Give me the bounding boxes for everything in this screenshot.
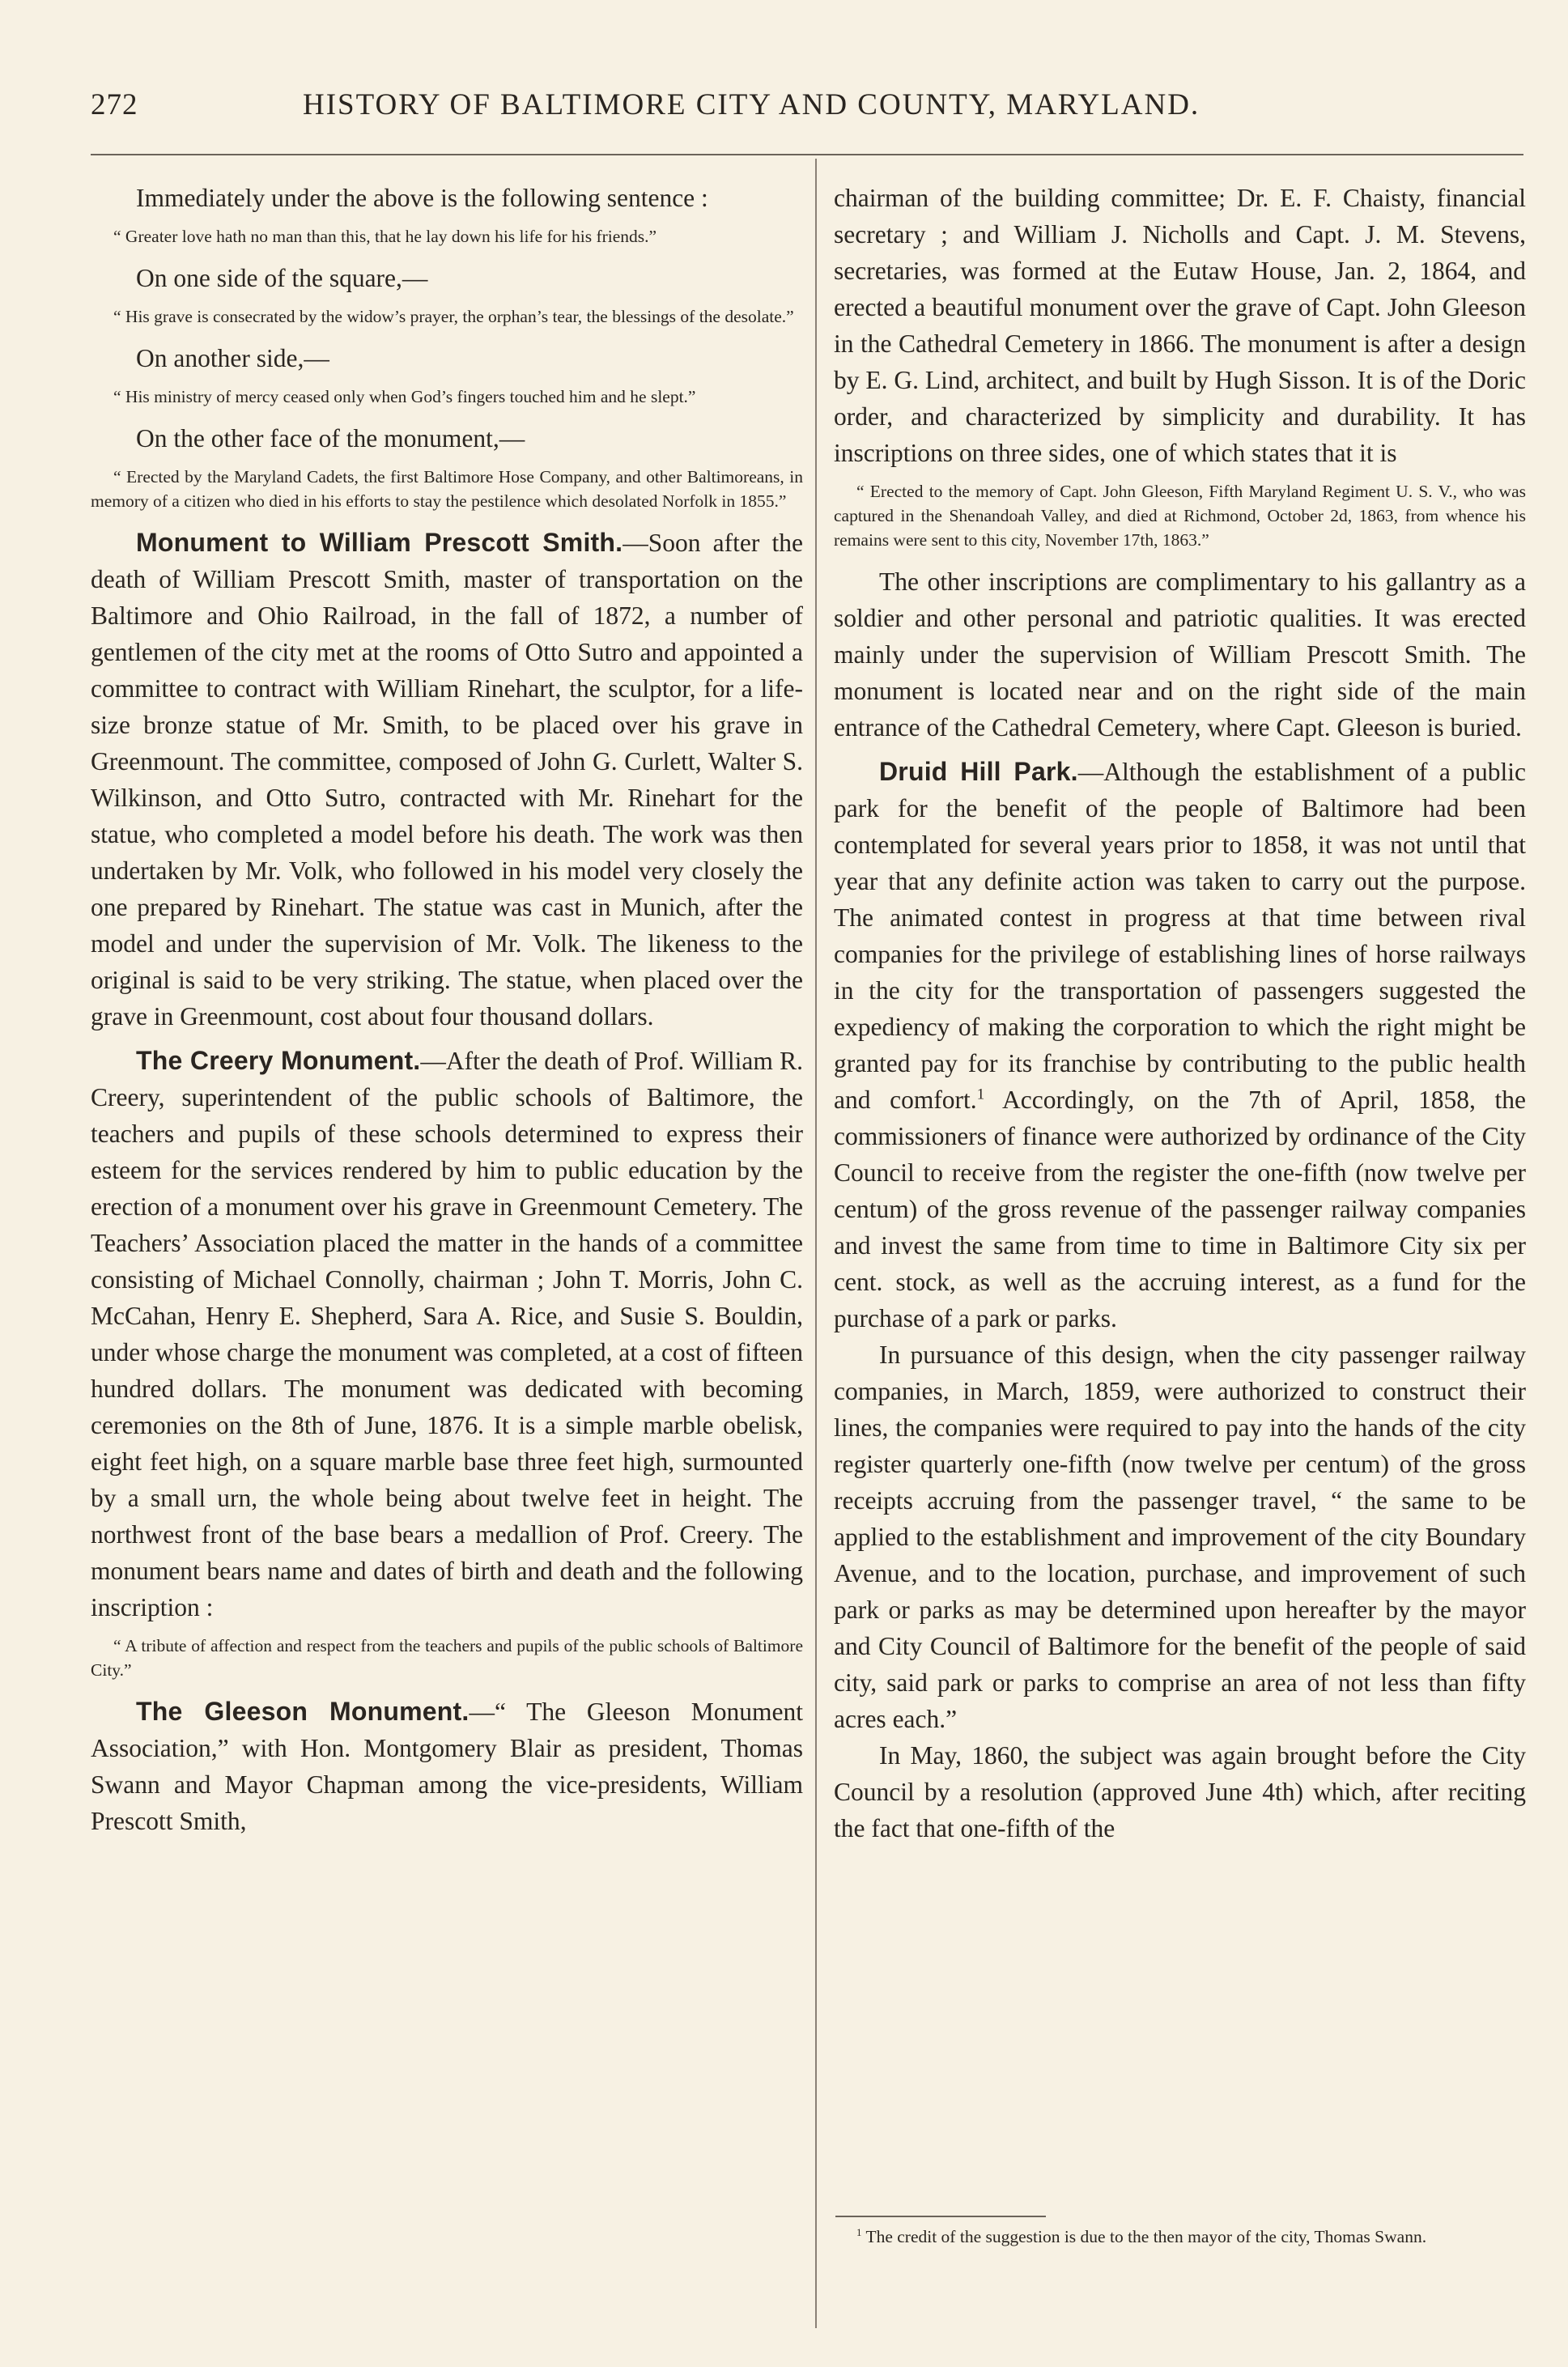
side-caption: On another side,— — [136, 344, 329, 372]
running-title: HISTORY OF BALTIMORE CITY AND COUNTY, MARYLAND. — [303, 88, 1200, 121]
left-column — [91, 180, 803, 1839]
smith-section — [91, 525, 803, 1035]
footnote-marker: 1 — [856, 2226, 862, 2238]
section-heading: Monument to William Prescott Smith. — [136, 528, 623, 557]
page-number: 272 — [91, 88, 138, 121]
footnote-reference[interactable]: 1 — [976, 1086, 985, 1103]
gleeson-section — [91, 1693, 803, 1839]
section-text: Accordingly, on the 7th of April, 1858, the commissioners of finance were authorized by ordinance of the City Council to receive from the register the one-fifth (now twelve per centum) of the gross revenue of the passenger railway companies and invest the same from time to time in Baltimore City six per cent. stock, as well as the accruing interest, as a fund for the purchase of a park or parks. — [834, 1086, 1526, 1332]
inscription-quote: “ His grave is consecrated by the widow’s prayer, the orphan’s tear, the blessings of the desolate.” — [113, 307, 794, 326]
footnote-text: The credit of the suggestion is due to the then mayor of the city, Thomas Swann. — [861, 2227, 1427, 2246]
druid-hill-section — [834, 754, 1526, 1336]
section-text: —“ The Gleeson Monument Association,” with Hon. Montgomery Blair as president, Thomas Swann and Mayor Chapman among the vice-presidents, William Prescott Smith, — [91, 1698, 803, 1835]
continued-paragraph: chairman of the building committee; Dr. E. F. Chaisty, financial secretary ; and William J. Nicholls and Capt. J. M. Stevens, secretaries, was formed at the Eutaw House, Jan. 2, 1864, and erected a beautiful monument over the grave of Capt. John Gleeson in the Cathedral Cemetery in 1866. The monument is after a design by E. G. Lind, architect, and built by Hugh Sisson. It is of the Doric order, and characterized by simplicity and durability. It has inscriptions on three sides, one of which states that it is — [834, 184, 1526, 467]
paragraph: In May, 1860, the subject was again brought before the City Council by a resolution (approved June 4th) which, after reciting the fact that one-fifth of the — [834, 1741, 1526, 1842]
side-caption: On one side of the square,— — [136, 264, 428, 292]
header-rule — [91, 154, 1523, 155]
intro-paragraph: Immediately under the above is the following sentence : — [136, 184, 708, 212]
paragraph: In pursuance of this design, when the city passenger railway companies, in March, 1859, were authorized to construct their lines, the companies were required to pay into the hands of the city register quarterly one-fifth (now twelve per centum) of the gross receipts accruing from the passenger travel, “ the same to be applied to the establishment and improvement of the city Boundary Avenue, and to the location, purchase, and improvement of such park or parks as may be determined upon hereafter by the mayor and City Council of Baltimore for the benefit of the people of said city, said park or parks to comprise an area of not less than fifty acres each.” — [834, 1341, 1526, 1733]
section-heading: The Creery Monument. — [136, 1046, 421, 1075]
side-caption: On the other face of the monument,— — [136, 424, 525, 453]
creery-section — [91, 1043, 803, 1625]
footnote-rule — [835, 2216, 1046, 2217]
footnote — [834, 2225, 1526, 2249]
section-text: —Although the establishment of a public park for the benefit of the people of Baltimore had been contemplated for several years prior to 1858, it was not until that year that any definite action was taken to carry out the purpose. The animated contest in progress at that time between rival companies for the privilege of establishing lines of horse railways in the city for the transportation of passengers suggested the expediency of making the corporation to which the right might be granted pay for its franchise by contributing to the public health and comfort. — [834, 758, 1526, 1114]
inscription-quote: “ A tribute of affection and respect from the teachers and pupils of the public schools of Baltimore City.” — [91, 1636, 803, 1680]
inscription-quote: “ Erected by the Maryland Cadets, the first Baltimore Hose Company, and other Baltimoreans, in memory of a citizen who died in his efforts to stay the pestilence which desolated Norfolk in 1855.” — [91, 467, 803, 511]
inscription-quote: “ Erected to the memory of Capt. John Gleeson, Fifth Maryland Regiment U. S. V., who was captured in the Shenandoah Valley, and died at Richmond, October 2d, 1863, from whence his remains were sent to this city, November 17th, 1863.” — [834, 482, 1526, 550]
section-text: —Soon after the death of William Prescott Smith, master of transportation on the Baltimore and Ohio Railroad, in the fall of 1872, a number of gentlemen of the city met at the rooms of Otto Sutro and appointed a committee to contract with William Rinehart, the sculptor, for a life-size bronze statue of Mr. Smith, to be placed over his grave in Greenmount. The committee, composed of John G. Curlett, Walter S. Wilkinson, and Otto Sutro, contracted with Mr. Rinehart for the statue, who completed a model before his death. The work was then undertaken by Mr. Volk, who followed in his model very closely the one prepared by Rinehart. The statue was cast in Munich, after the model and under the supervision of Mr. Volk. The likeness to the original is said to be very striking. The statue, when placed over the grave in Greenmount, cost about four thousand dollars. — [91, 529, 804, 1031]
section-heading: Druid Hill Park. — [879, 757, 1078, 786]
column-divider — [815, 159, 817, 2328]
section-text: —After the death of Prof. William R. Creery, superintendent of the public schools of Baltimore, the teachers and pupils of these schools determined to express their esteem for the services rendered by him to public education by the erection of a monument over his grave in Greenmount Cemetery. The Teachers’ Association placed the matter in the hands of a committee consisting of Michael Connolly, chairman ; John T. Morris, John C. McCahan, Henry E. Shepherd, Sara A. Rice, and Susie S. Bouldin, under whose charge the monument was completed, at a cost of fifteen hundred dollars. The monument was dedicated with becoming ceremonies on the 8th of June, 1876. It is a simple marble obelisk, eight feet high, on a square marble base three feet high, surmounted by a small urn, the whole being about twelve feet in height. The northwest front of the base bears a medallion of Prof. Creery. The monument bears name and dates of birth and death and the following inscription : — [91, 1047, 804, 1621]
paragraph: The other inscriptions are complimentary to his gallantry as a soldier and other personal and patriotic qualities. It was erected mainly under the supervision of William Prescott Smith. The monument is located near and on the right side of the main entrance of the Cathedral Cemetery, where Capt. Gleeson is buried. — [834, 567, 1526, 742]
inscription-quote: “ His ministry of mercy ceased only when God’s fingers touched him and he slept.” — [113, 387, 696, 406]
right-column — [834, 180, 1526, 1846]
section-heading: The Gleeson Monument. — [136, 1697, 470, 1726]
inscription-quote: “ Greater love hath no man than this, that he lay down his life for his friends.” — [113, 227, 657, 246]
